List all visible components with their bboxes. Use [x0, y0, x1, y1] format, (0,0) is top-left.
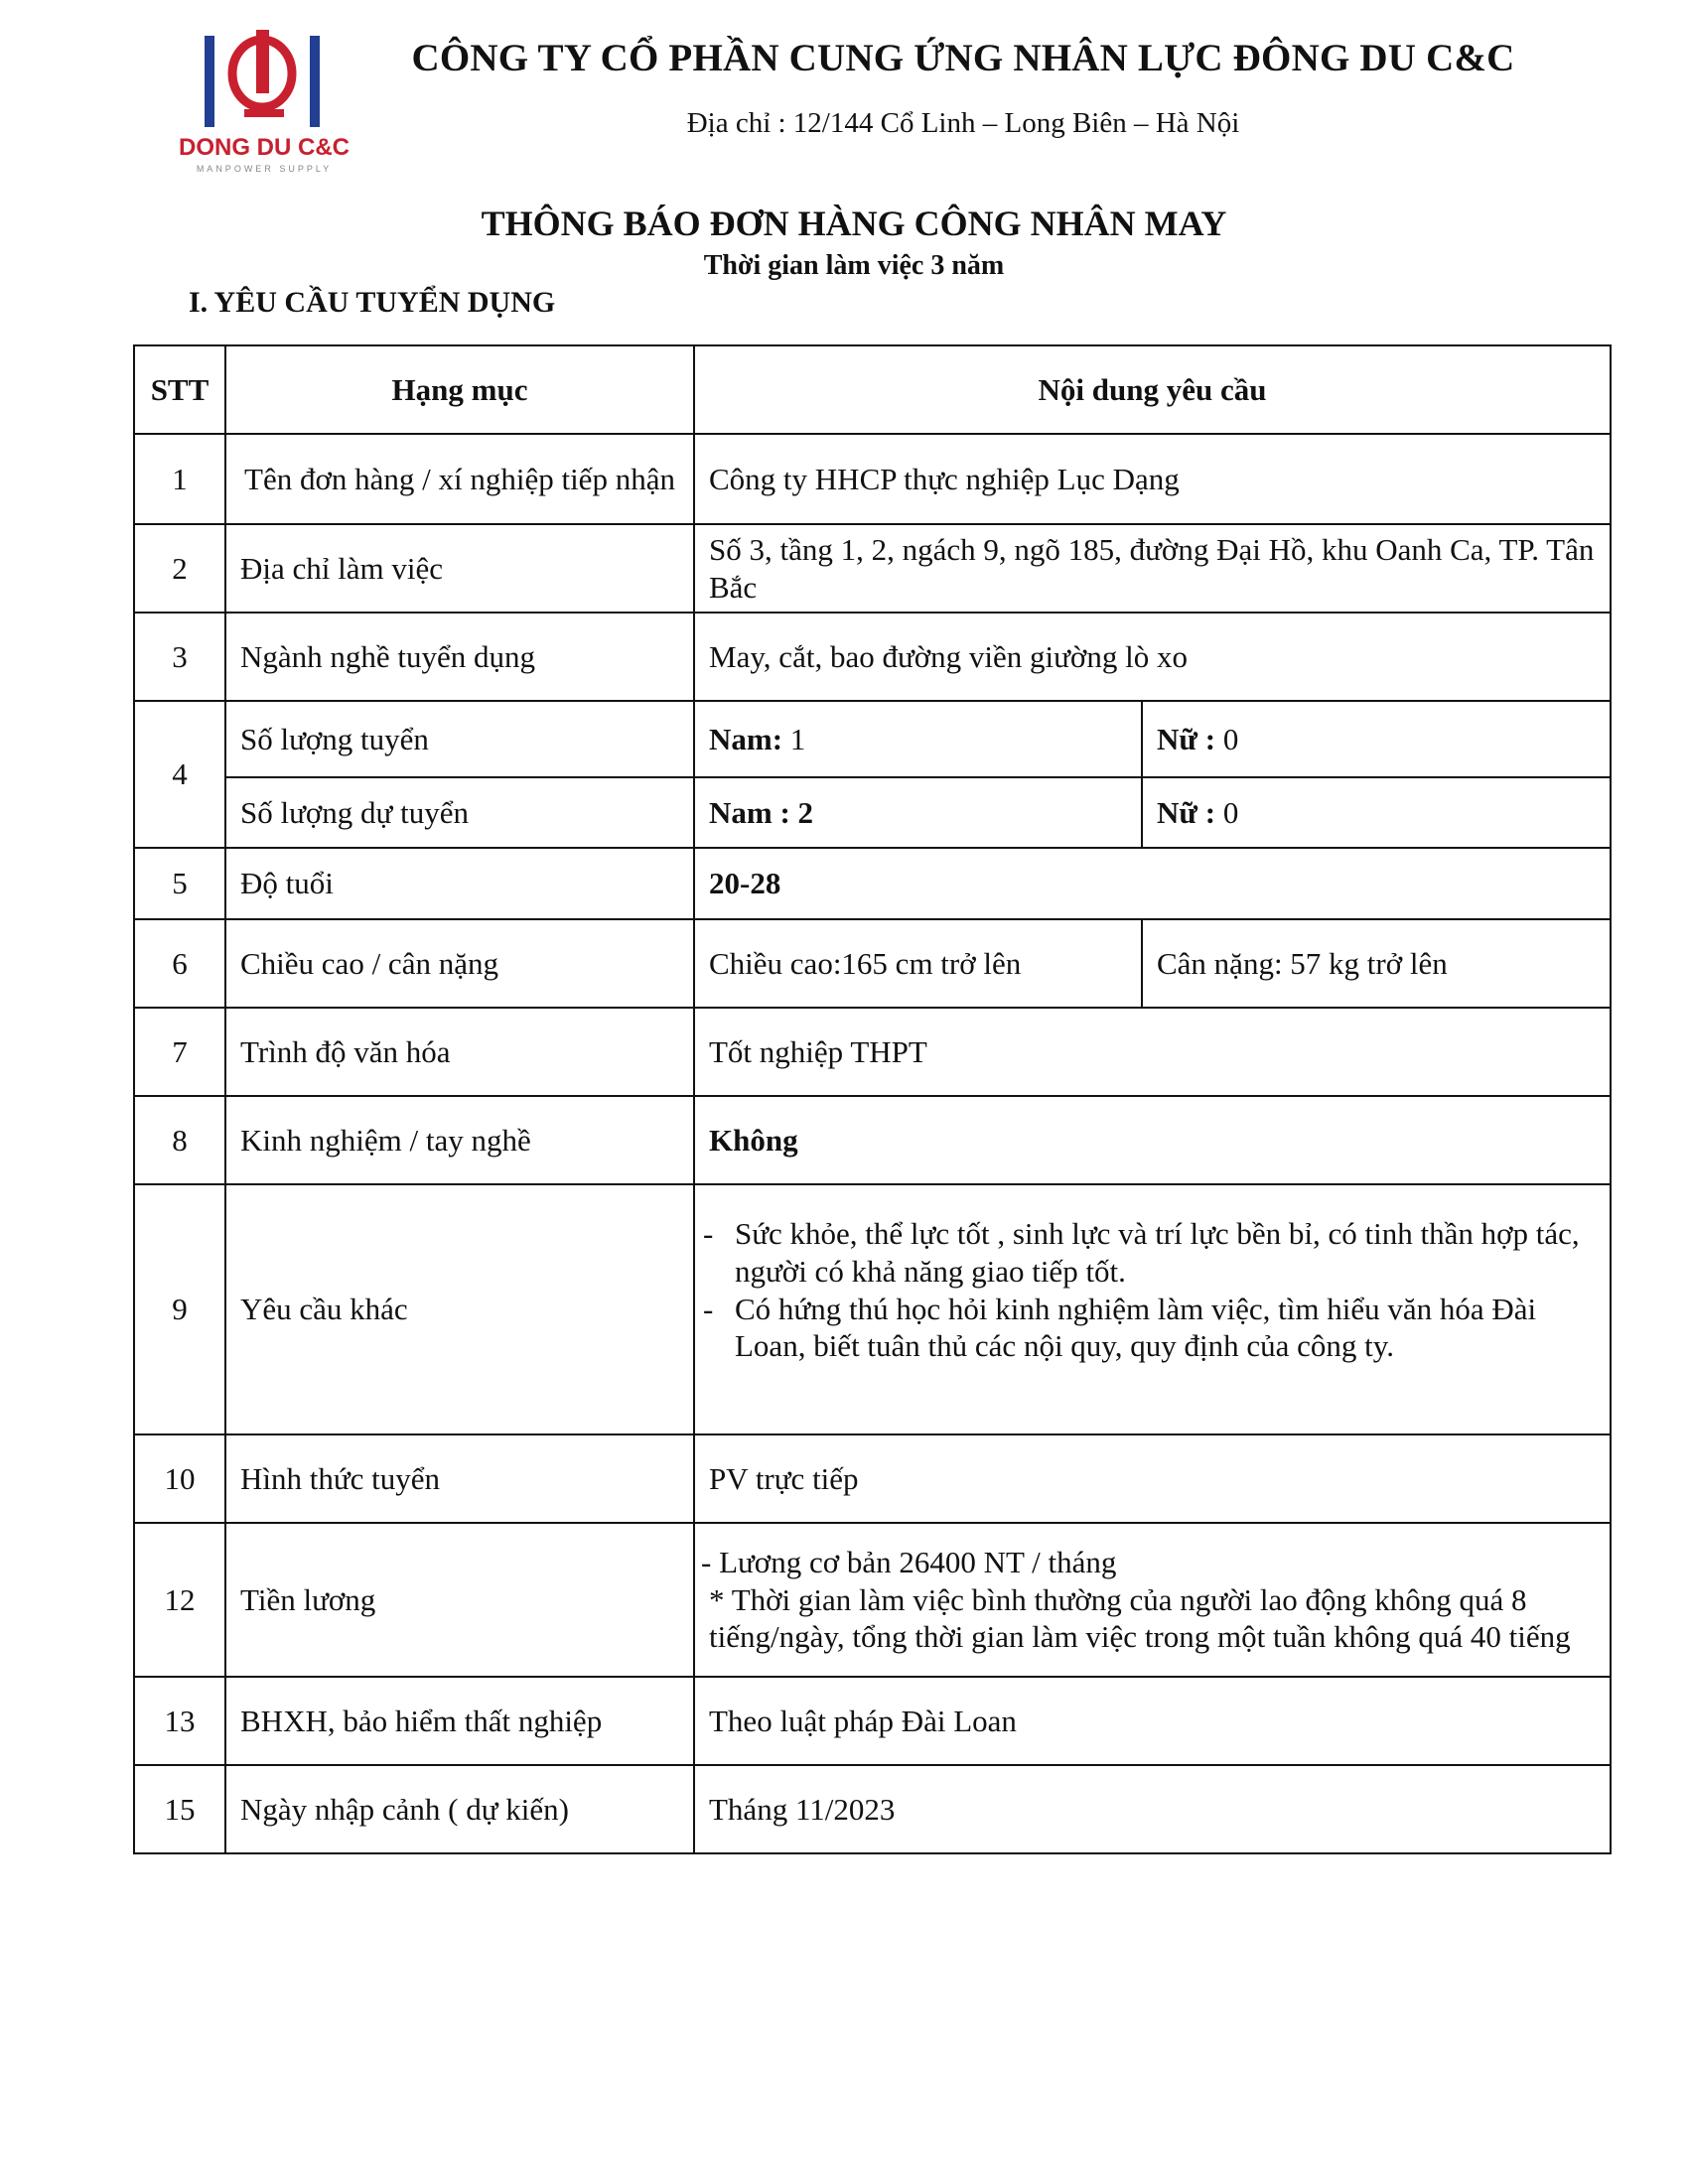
row-stt: 12 [134, 1523, 225, 1677]
section-heading: I. YÊU CẦU TUYỂN DỤNG [189, 286, 556, 319]
logo-base [244, 109, 284, 117]
list-item: - Sức khỏe, thể lực tốt , sinh lực và trí lực bền bỉ, có tinh thần hợp tác, người có khả năng giao tiếp tốt. [709, 1215, 1596, 1291]
row-item: Chiều cao / cân nặng [225, 919, 694, 1008]
company-address: Địa chỉ : 12/144 Cổ Linh – Long Biên – Hà Nội [686, 107, 1240, 139]
table-row [134, 1184, 1611, 1434]
table-row [134, 848, 1611, 919]
row-stt: 8 [134, 1096, 225, 1184]
row-item: Hình thức tuyển [225, 1434, 694, 1523]
row-content: Tháng 11/2023 [694, 1765, 1611, 1853]
row-stt: 7 [134, 1008, 225, 1096]
row-stt: 3 [134, 613, 225, 701]
row-stt: 1 [134, 434, 225, 524]
row-item: Số lượng dự tuyển [225, 777, 694, 848]
logo-tagline: MANPOWER SUPPLY [196, 164, 333, 174]
table-row [134, 777, 1611, 848]
female-label: Nữ : [1157, 721, 1216, 756]
row-content [694, 848, 1611, 919]
female-value: 0 [1215, 794, 1239, 830]
row-content [694, 1184, 1611, 1434]
row-stt: 13 [134, 1677, 225, 1765]
row-item: Tiền lương [225, 1523, 694, 1677]
salary-base: - Lương cơ bản 26400 NT / tháng [701, 1544, 1117, 1579]
female-value: 0 [1215, 721, 1239, 756]
company-logo [175, 30, 353, 179]
document-title: THÔNG BÁO ĐƠN HÀNG CÔNG NHÂN MAY [481, 204, 1227, 243]
row-content: Công ty HHCP thực nghiệp Lục Dạng [694, 434, 1611, 524]
row-stt: 5 [134, 848, 225, 919]
female-label: Nữ : [1157, 794, 1216, 830]
row-item: Ngành nghề tuyển dụng [225, 613, 694, 701]
document-subtitle: Thời gian làm việc 3 năm [703, 250, 1005, 281]
list-item: - Có hứng thú học hỏi kinh nghiệm làm việc, tìm hiểu văn hóa Đài Loan, biết tuân thủ các nội quy, quy định của công ty. [709, 1291, 1596, 1366]
height-cell: Chiều cao:165 cm trở lên [694, 919, 1142, 1008]
row-content: Tốt nghiệp THPT [694, 1008, 1611, 1096]
row-content [694, 1523, 1611, 1677]
table-row [134, 1434, 1611, 1523]
row-stt: 15 [134, 1765, 225, 1853]
company-name: CÔNG TY CỔ PHẦN CUNG ỨNG NHÂN LỰC ĐÔNG DU C&C [411, 37, 1515, 79]
row-stt: 2 [134, 524, 225, 613]
row-stt: 10 [134, 1434, 225, 1523]
row-content: Số 3, tầng 1, 2, ngách 9, ngõ 185, đường Đại Hồ, khu Oanh Ca, TP. Tân Bắc [694, 524, 1611, 613]
requirements-table [133, 344, 1612, 1854]
table-row [134, 1523, 1611, 1677]
table-row [134, 524, 1611, 613]
row-item: Số lượng tuyển [225, 701, 694, 777]
row-item: Độ tuổi [225, 848, 694, 919]
row-item: Tên đơn hàng / xí nghiệp tiếp nhận [225, 434, 694, 524]
salary-note: * Thời gian làm việc bình thường của người lao động không quá 8 tiếng/ngày, tổng thời gian làm việc trong một tuần không quá 40 tiếng [709, 1581, 1571, 1655]
logo-right-bar [310, 36, 320, 127]
table-row [134, 701, 1611, 777]
row-content [694, 1096, 1611, 1184]
logo-center-bar [256, 30, 269, 93]
header-stt: STT [134, 345, 225, 434]
male-quota-cell [694, 701, 1142, 777]
row-item: Kinh nghiệm / tay nghề [225, 1096, 694, 1184]
table-row [134, 1765, 1611, 1853]
header-content: Nội dung yêu cầu [694, 345, 1611, 434]
table-row [134, 1008, 1611, 1096]
table-row [134, 1096, 1611, 1184]
row-item: Yêu cầu khác [225, 1184, 694, 1434]
header-item: Hạng mục [225, 345, 694, 434]
other-requirements-list [709, 1215, 1596, 1365]
logo-text: DONG DU C&C [179, 134, 350, 161]
female-quota-cell [1142, 701, 1611, 777]
row-content: PV trực tiếp [694, 1434, 1611, 1523]
male-label: Nam: [709, 721, 783, 756]
row-item: Trình độ văn hóa [225, 1008, 694, 1096]
row-item: Địa chỉ làm việc [225, 524, 694, 613]
table-row [134, 1677, 1611, 1765]
male-candidates: Nam : 2 [709, 794, 814, 830]
row-content: Theo luật pháp Đài Loan [694, 1677, 1611, 1765]
row-stt: 4 [134, 701, 225, 848]
age-range: 20-28 [709, 866, 781, 901]
row-content: May, cắt, bao đường viền giường lò xo [694, 613, 1611, 701]
table-row [134, 434, 1611, 524]
logo-left-bar [205, 36, 214, 127]
table-header-row [134, 345, 1611, 434]
row-stt: 6 [134, 919, 225, 1008]
male-value: 1 [782, 721, 806, 756]
female-candidates-cell [1142, 777, 1611, 848]
table-row [134, 919, 1611, 1008]
weight-cell: Cân nặng: 57 kg trở lên [1142, 919, 1611, 1008]
experience-value: Không [709, 1122, 798, 1158]
row-stt: 9 [134, 1184, 225, 1434]
table-row [134, 613, 1611, 701]
male-candidates-cell [694, 777, 1142, 848]
row-item: Ngày nhập cảnh ( dự kiến) [225, 1765, 694, 1853]
row-item: BHXH, bảo hiểm thất nghiệp [225, 1677, 694, 1765]
